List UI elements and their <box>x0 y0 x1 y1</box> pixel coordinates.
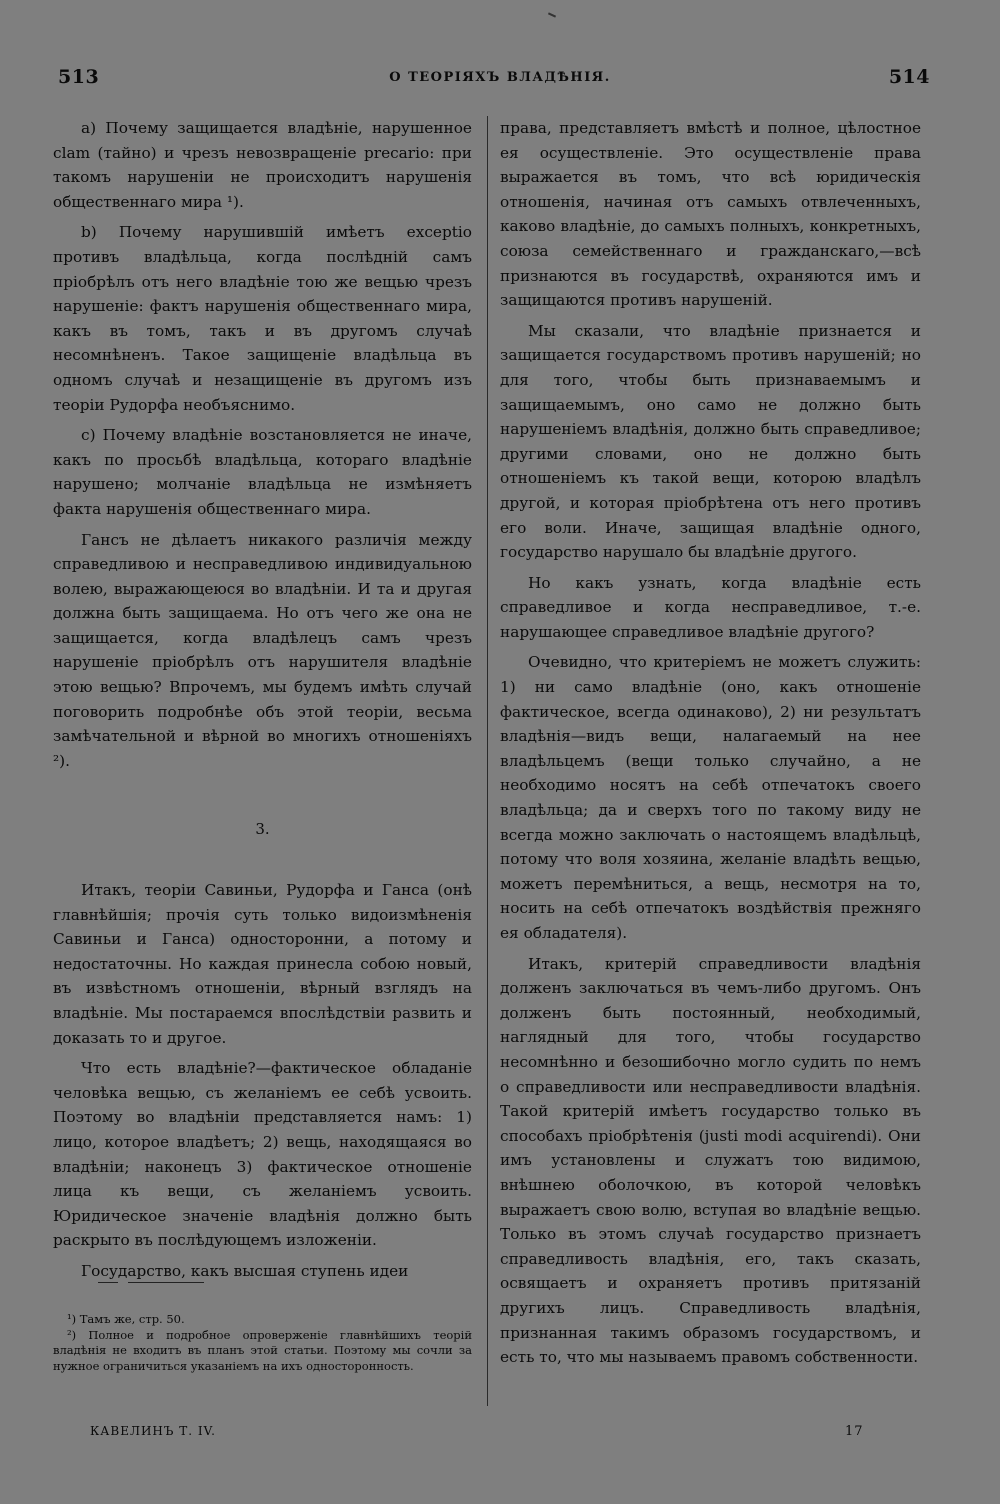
running-title: О ТЕОРІЯХЪ ВЛАДѢНІЯ. <box>389 70 611 85</box>
paragraph: Итакъ, теоріи Савиньи, Рудорфа и Ганса (онѣ главнѣйшія; прочія суть только видоизмѣненія Савиньи и Ганса) односторонни, а потому и недостаточны. Но каждая принесла собою новый, въ извѣстномъ отношеніи, вѣрный взглядъ на владѣніе. Мы постараемся впослѣдствіи развить и доказать то и другое. <box>53 881 472 1047</box>
footnote: ¹) Тамъ же, стр. 50. <box>67 1312 185 1326</box>
paragraph: Мы сказали, что владѣніе признается и защищается государствомъ противъ нарушеній; но для того, чтобы быть признаваемымъ и защищаемымъ, оно само не должно быть нарушеніемъ владѣнія, должно быть справедливое; другими словами, оно не должно быть отношеніемъ къ такой вещи, которою владѣлъ другой, и которая пріобрѣтена отъ него противъ его воли. Иначе, защищая владѣніе одного, государство нарушало бы владѣніе другого. <box>500 321 921 562</box>
paragraph: права, представляетъ вмѣстѣ и полное, цѣлостное ея осуществленіе. Это осуществленіе права выражается въ томъ, что всѣ юридическія отношенія, начиная отъ самыхъ отвлеченныхъ, каково владѣніе, до самыхъ полныхъ, конкретныхъ, союза семейственнаго и гражданскаго,—всѣ признаются въ государствѣ, охраняются имъ и защищаются противъ нарушеній. <box>500 119 921 310</box>
page-number-left: 513 <box>58 66 100 88</box>
paragraph: c) Почему владѣніе возстановляется не иначе, какъ по просьбѣ владѣльца, котораго владѣніе нарушено; молчаніе владѣльца не измѣняетъ факта нарушенія общественнаго мира. <box>53 426 472 518</box>
paragraph: a) Почему защищается владѣніе, нарушенное clam (тайно) и чрезъ невозвращеніе precario: при такомъ нарушеніи не происходитъ нарушенія общественнаго мира ¹). <box>53 119 472 211</box>
right-column <box>500 116 921 1376</box>
footnote: ²) Полное и подробное опроверженіе главнѣйшихъ теорій владѣнія не входитъ въ планъ этой статьи. Поэтому мы сочли за нужное ограничиться указаніемъ на ихъ односторонность. <box>53 1327 472 1373</box>
paragraph: Очевидно, что критеріемъ не можетъ служить: 1) ни само владѣніе (оно, какъ отношеніе фактическое, всегда одинаково), 2) ни результатъ владѣнія—видъ вещи, налагаемый на нее владѣльцемъ (вещи только случайно, а не необходимо носятъ на себѣ отпечатокъ своего владѣльца; да и сверхъ того по такому виду не всегда можно заключать о настоящемъ владѣльцѣ, потому что воля хозяина, желаніе владѣть вещью, можетъ перемѣниться, а вещь, несмотря на то, носить на себѣ отпечатокъ воздѣйствія прежняго ея обладателя). <box>500 653 921 942</box>
printer-signature: КАВЕЛИНЪ Т. IV. <box>90 1424 216 1438</box>
paragraph: b) Почему нарушившій имѣетъ exceptio противъ владѣльца, когда послѣдній самъ пріобрѣлъ отъ него владѣніе тою же вещью чрезъ нарушеніе: фактъ нарушенія общественнаго мира, какъ въ томъ, такъ и въ другомъ случаѣ несомнѣненъ. Такое защищеніе владѣльца въ одномъ случаѣ и незащищеніе въ другомъ изъ теоріи Рудорфа необъяснимо. <box>53 223 472 414</box>
paragraph: Итакъ, критерій справедливости владѣнія долженъ заключаться въ чемъ-либо другомъ. Онъ долженъ быть постоянный, необходимый, наглядный для того, чтобы государство несомнѣнно и безошибочно могло судить по немъ о справедливости или несправедливости владѣнія. Такой критерій имѣетъ государство только въ способахъ пріобрѣтенія (justi modi acquirendi). Они имъ установлены и служатъ тою видимою, внѣшнею оболочкою, въ которой человѣкъ выражаетъ свою волю, вступая во владѣніе вещью. Только въ этомъ случаѣ государство признаетъ справедливость владѣнія, его, такъ сказать, освящаетъ и охраняетъ противъ притязаній другихъ лицъ. Справедливость владѣнія, признанная такимъ образомъ государствомъ, и есть то, что мы называемъ правомъ собственности. <box>500 954 921 1367</box>
footnote-separator <box>98 1282 118 1283</box>
paragraph: Что есть владѣніе?—фактическое обладаніе человѣка вещью, съ желаніемъ ее себѣ усвоить. Поэтому во владѣніи представляется намъ: 1) лицо, которое владѣетъ; 2) вещь, находящаяся во владѣніи; наконецъ 3) фактическое отношеніе лица къ вещи, съ желаніемъ усвоить. Юридическое значеніе владѣнія должно быть раскрыто въ послѣдующемъ изложеніи. <box>53 1059 472 1250</box>
footnotes <box>53 1312 472 1374</box>
paragraph: Государство, какъ высшая ступень идеи <box>81 1261 409 1280</box>
left-column <box>53 116 472 1290</box>
section-number: 3. <box>255 820 270 839</box>
paragraph: Но какъ узнать, когда владѣніе есть справедливое и когда несправедливое, т.-е. нарушающее справедливое владѣніе другого? <box>500 573 921 641</box>
paragraph: Гансъ не дѣлаетъ никакого различія между справедливою и несправедливою индивидуальною волею, выражающеюся во владѣніи. И та и другая должна быть защищаема. Но отъ чего же она не защищается, когда владѣлецъ самъ чрезъ нарушеніе пріобрѣлъ отъ нарушителя владѣніе этою вещью? Впрочемъ, мы будемъ имѣть случай поговорить подробнѣе объ этой теоріи, весьма замѣчательной и вѣрной во многихъ отношеніяхъ ²). <box>53 530 472 770</box>
page-number-right: 514 <box>888 66 930 88</box>
scan-mark <box>548 12 556 17</box>
column-divider <box>487 116 488 1406</box>
sheet-number: 17 <box>845 1424 864 1439</box>
footnote-separator <box>128 1282 204 1283</box>
